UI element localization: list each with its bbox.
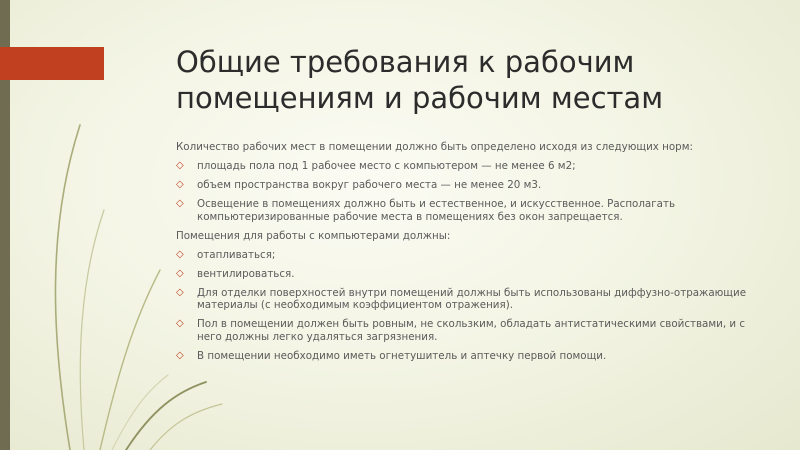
- diamond-outline-icon: ◇: [176, 286, 184, 298]
- bullet-item: [176, 198, 766, 223]
- bullet-text: Для отделки поверхностей внутри помещений должны быть использованы диффузно-отражающие материалы (с необходимым коэффициентом отражения).: [197, 286, 747, 311]
- diamond-outline-icon: ◇: [176, 160, 184, 171]
- bullet-text: Пол в помещении должен быть ровным, не скользким, обладать антистатическими свойствами, и с него должны легко удаляться загрязнения.: [197, 318, 746, 343]
- bullet-text: площадь пола под 1 рабочее место с компьютером — не менее 6 м2;: [197, 160, 576, 172]
- title-line-1: Общие требования к рабочим: [176, 45, 635, 79]
- bullet-item: [176, 249, 766, 262]
- intro-paragraph-1: Количество рабочих мест в помещении должно быть определено исходя из следующих норм:: [176, 141, 693, 153]
- bullet-item: [176, 160, 766, 173]
- bullet-item: [176, 287, 766, 312]
- bullet-text: отапливаться;: [197, 248, 276, 261]
- bullet-text: вентилироваться.: [197, 267, 295, 280]
- slide-content: [176, 141, 766, 369]
- slide-title: [176, 44, 776, 116]
- bullet-text: объем пространства вокруг рабочего места — не менее 20 м3.: [197, 179, 542, 191]
- intro-paragraph-2: Помещения для работы с компьютерами должны:: [176, 229, 451, 242]
- diamond-outline-icon: ◇: [176, 248, 184, 260]
- diamond-outline-icon: ◇: [176, 198, 184, 209]
- bullet-item: [176, 268, 766, 281]
- bullet-text: В помещении необходимо иметь огнетушитель и аптечку первой помощи.: [197, 349, 607, 362]
- bullet-text: Освещение в помещениях должно быть и естественное, и искусственное. Располагать компьютеризированные рабочие места в помещениях без окон запрещается.: [197, 198, 676, 223]
- diamond-outline-icon: ◇: [176, 349, 184, 361]
- diamond-outline-icon: ◇: [176, 318, 184, 329]
- bullet-item: [176, 350, 766, 363]
- bullet-item: [176, 179, 766, 192]
- diamond-outline-icon: ◇: [176, 179, 184, 190]
- bullet-item: [176, 318, 766, 343]
- diamond-outline-icon: ◇: [176, 267, 184, 279]
- title-accent-tab: [0, 47, 104, 80]
- title-line-2: помещениям и рабочим местам: [176, 81, 664, 115]
